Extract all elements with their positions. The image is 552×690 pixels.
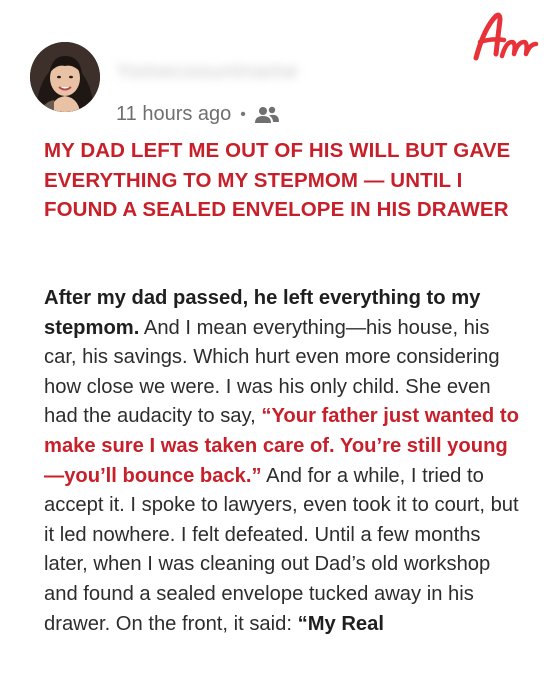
author-name[interactable]: Yomecoountname [116, 60, 299, 83]
article-text-1: And I mean everything—his house, his car, his savings. Which hurt even more considering how close we were. I was his only child. She even had the audacity to say, [44, 316, 500, 428]
friends-icon[interactable] [254, 105, 280, 125]
article-intro-bold: After my dad passed, he left everything to my stepmom. [44, 287, 481, 339]
article-trailing-bold: “My Real [297, 612, 384, 635]
meta-separator: • [240, 105, 246, 123]
article-headline: MY DAD LEFT ME OUT OF HIS WILL BUT GAVE EVERYTHING TO MY STEPMOM — UNTIL I FOUND A SEALED ENVELOPE IN HIS DRAWER [44, 139, 511, 221]
am-script-logo[interactable] [466, 8, 540, 70]
avatar-photo [30, 42, 100, 112]
article-body [44, 284, 520, 639]
stepmom-quote: “Your father just wanted to make sure I was taken care of. You’re still young—you’ll bounce back.” [44, 405, 519, 487]
author-avatar[interactable] [30, 42, 100, 112]
post-meta [116, 103, 280, 126]
article-text-2: And for a while, I tried to accept it. I spoke to lawyers, even took it to court, but it led nowhere. I felt defeated. Until a few months later, when I was cleaning out Dad’s old workshop and found a sealed envelope tucked away in his drawer. On the front, it said: [44, 464, 519, 635]
post-timestamp: 11 hours ago [116, 103, 232, 125]
